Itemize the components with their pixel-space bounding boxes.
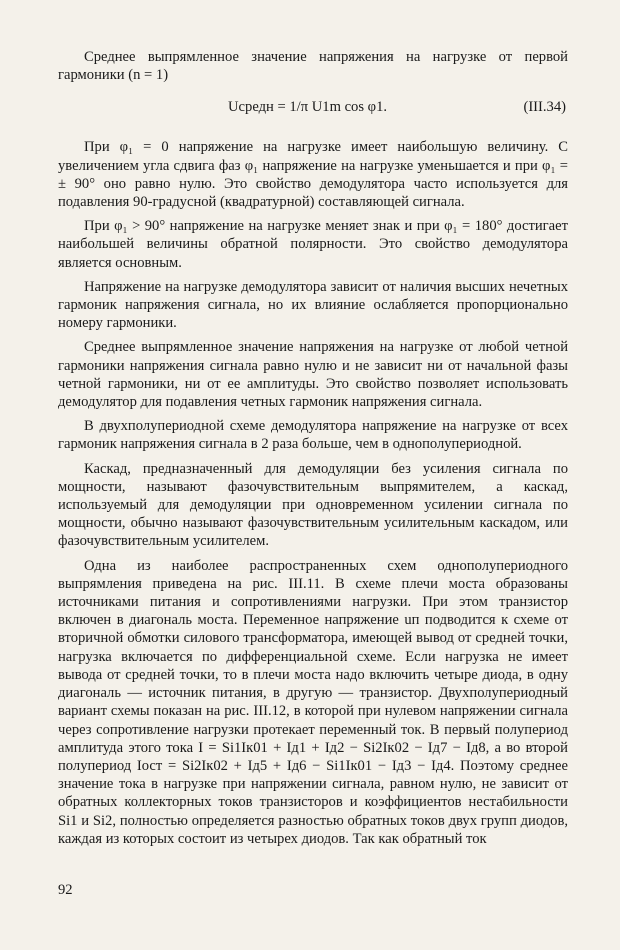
page-body [58,48,568,854]
paragraph-5: Среднее выпрямленное значение напряжения на нагрузке от любой четной гармоники напряжения сигнала равно нулю и не зависит ни от начальной фазы четной гармоники, ни от ее амплитуды. Это свойство позволяет использовать демодулятор для подавления четных гармоник напряжения сигнала. [58,339,568,411]
paragraph-4: Напряжение на нагрузке демодулятора зависит от наличия высших нечетных гармоник напряжения сигнала, но их влияние ослабляется пропорционально номеру гармоники. [58,278,568,332]
paragraph-2: При φ₁ = 0 напряжение на нагрузке имеет наибольшую величину. С увеличением угла сдвига фаз φ₁ напряжение на нагрузке уменьшается и при φ₁ = ± 90° оно равно нулю. Это свойство демодулятора часто используется для подавления 90-градусной (квадратурной) составляющей сигнала. [58,139,568,211]
formula-iii-34 [58,92,568,122]
formula-number: (III.34) [523,99,566,116]
page-number: 92 [58,882,73,898]
formula-expression: Uсредн = 1/π U1m cos φ1. [228,99,388,116]
paragraph-1: Среднее выпрямленное значение напряжения на нагрузке от первой гармоники (n = 1) [58,49,568,84]
paragraph-6: В двухполупериодной схеме демодулятора напряжение на нагрузке от всех гармоник напряжения сигнала в 2 раза больше, чем в однополупериодной. [58,418,568,453]
paragraph-3: При φ₁ > 90° напряжение на нагрузке меняет знак и при φ₁ = 180° достигает наибольшей величины обратной полярности. Это свойство демодулятора является основным. [58,218,568,271]
paragraph-7: Каскад, предназначенный для демодуляции без усиления сигнала по мощности, называют фазочувствительным выпрямителем, а каскад, используемый для демодуляции при одновременном усилении сигнала по мощности, обычно называют фазочувствительным усилительным каскадом, или фазочувствительным усилителем. [58,460,568,550]
paragraph-8: Одна из наиболее распространенных схем однополупериодного выпрямления приведена на рис. III.11. В схеме плечи моста образованы источниками питания и сопротивлениями нагрузки. При этом транзистор включен в диагональ моста. Переменное напряжение uп подводится к схеме от вторичной обмотки силового трансформатора, имеющей вывод от средней точки, нагрузка включается по дифференциальной схеме. Если нагрузка не имеет вывода от средней точки, то в плечи моста надо включить четыре диода, в одну диагональ — источник питания, в другую — транзистор. Двухполупериодный вариант схемы показан на рис. III.12, в которой при нулевом напряжении сигнала через сопротивление нагрузки протекает переменный ток. В первый полупериод амплитуда этого тока I = Si1Iк01 + Iд1 + Iд2 − Si2Iк02 − Iд7 − Iд8, а во второй полупериод Iост = Si2Iк02 + Iд5 + Iд6 − Si1Iк01 − Iд3 − Iд4. Поэтому среднее значение тока в нагрузке при напряжении сигнала, равном нулю, не зависит от обратных коллекторных токов транзисторов и коэффициентов нестабильности Si1 и Si2, полностью определяется разностью обратных токов двух групп диодов, каждая из которых состоит из четырех диодов. Так как обратный ток [58,557,568,847]
